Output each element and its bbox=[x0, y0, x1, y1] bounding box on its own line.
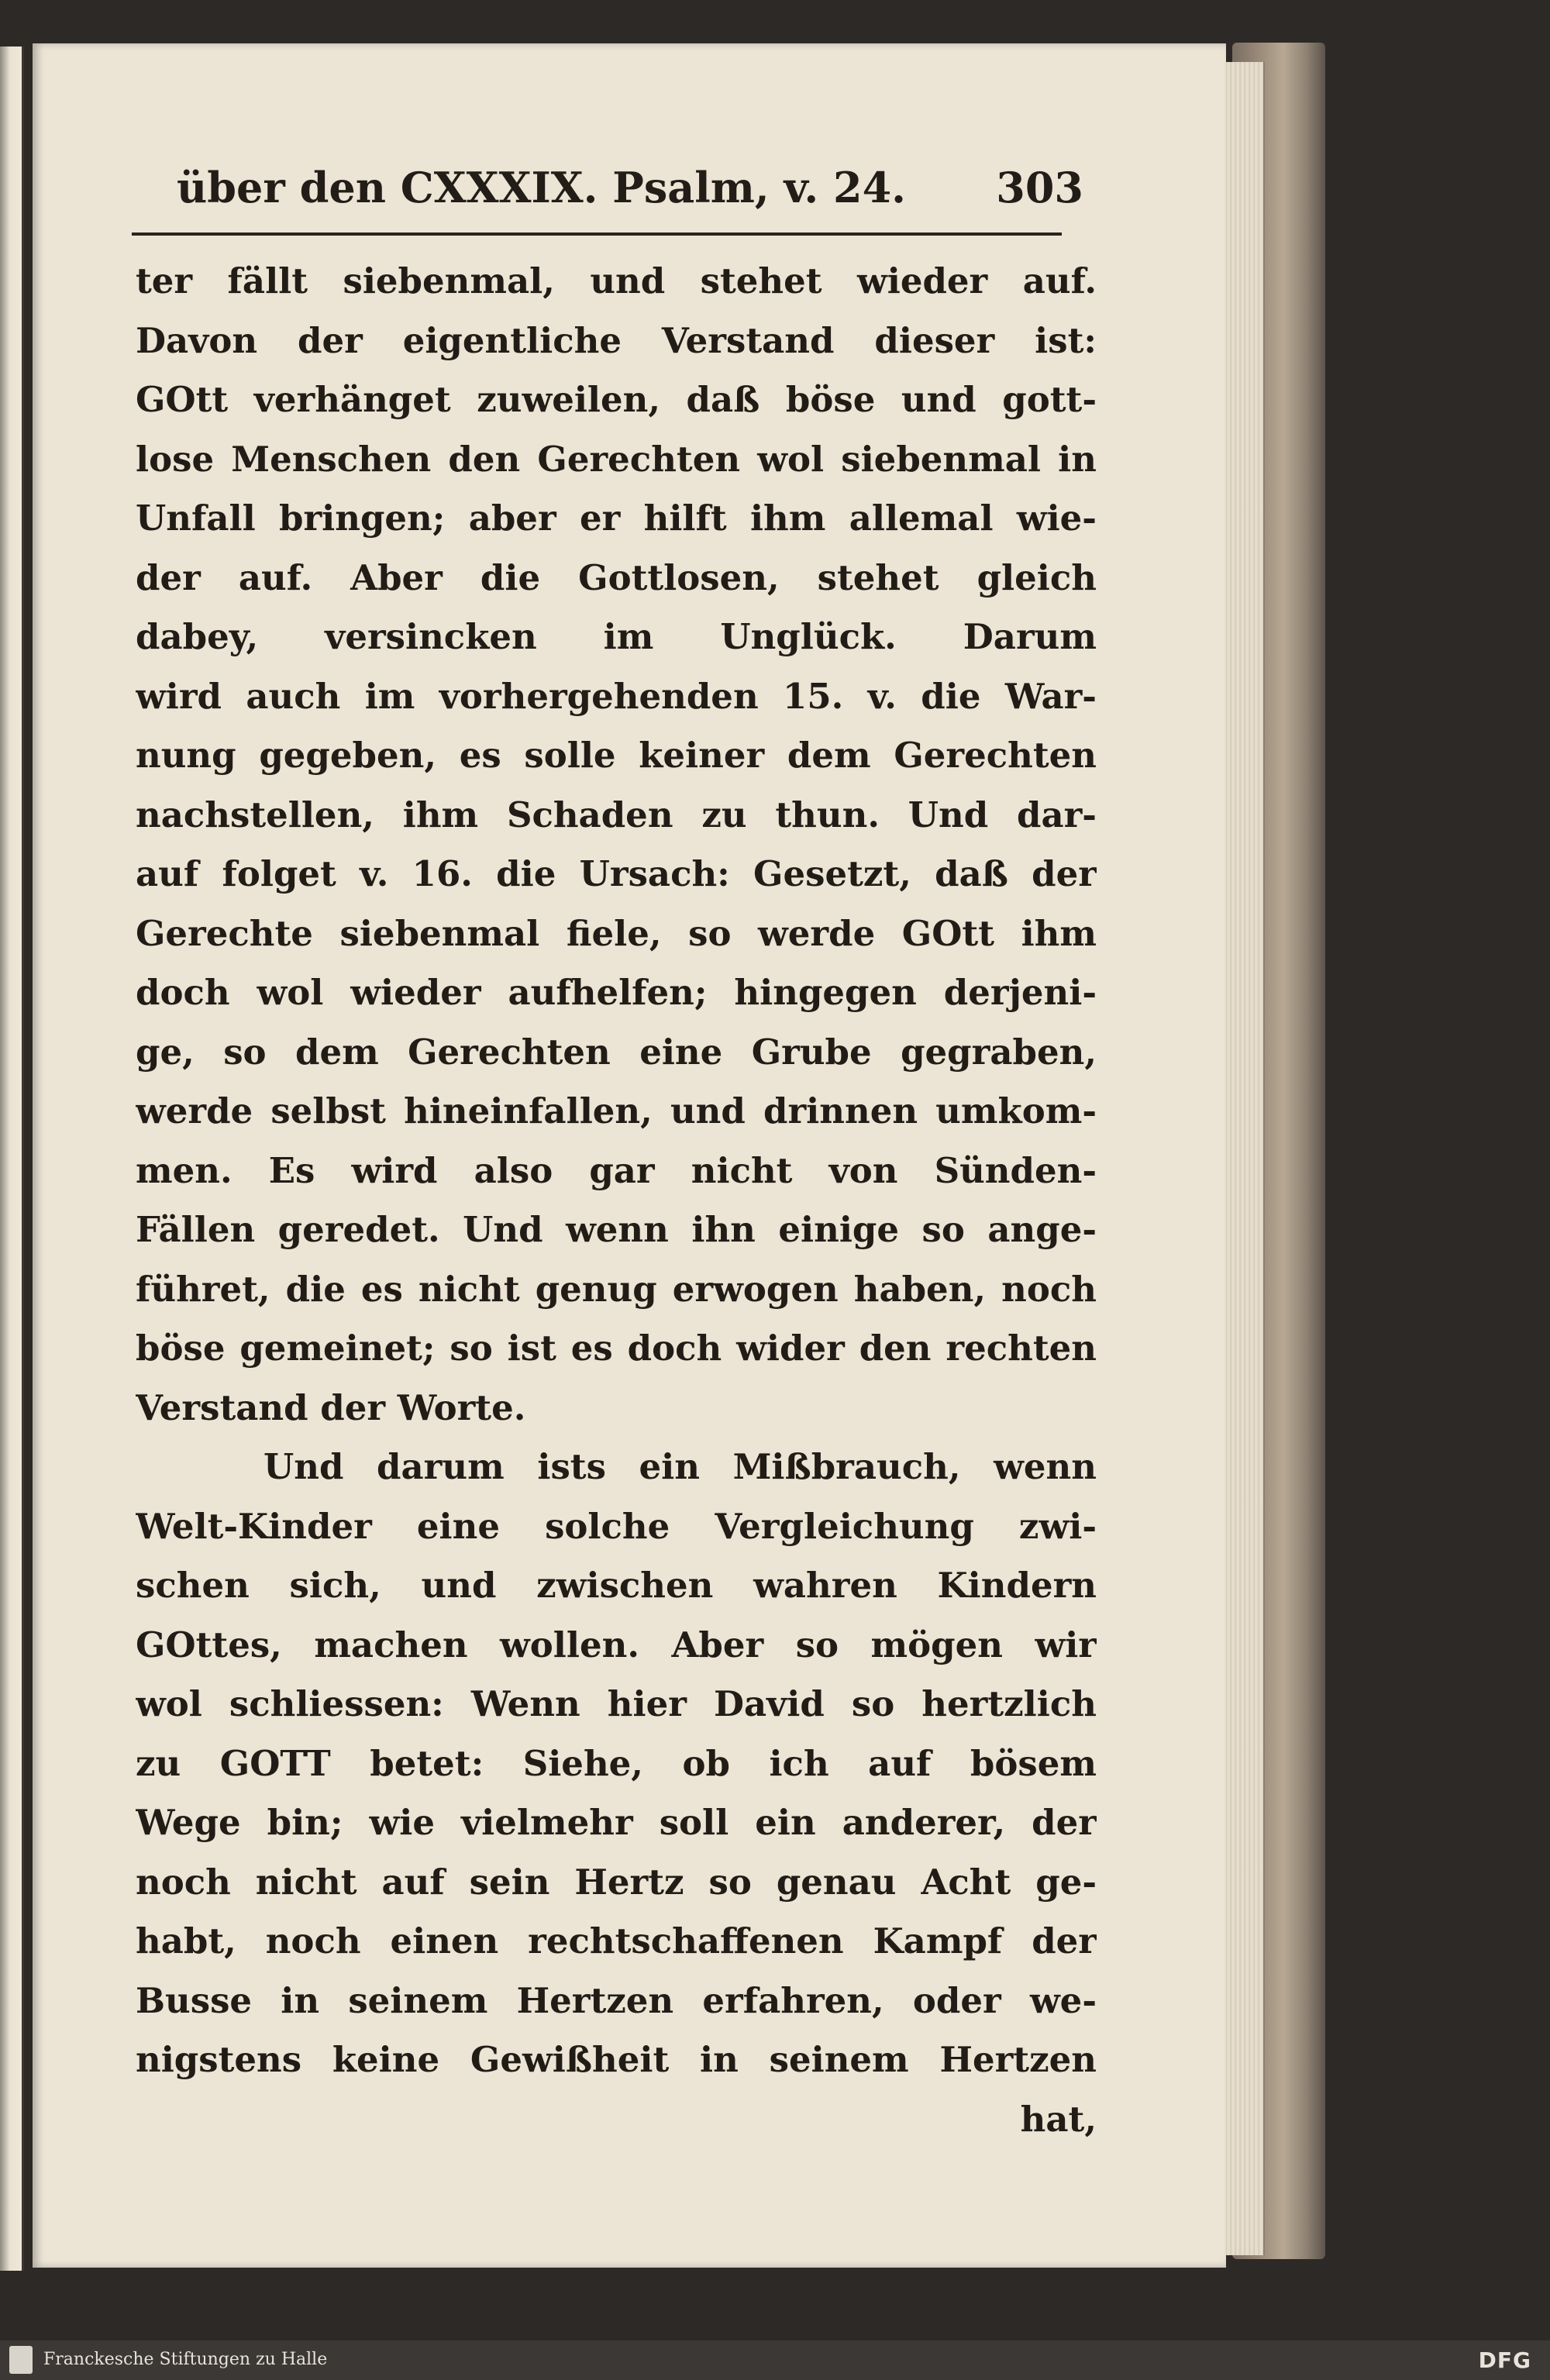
left-page-edge bbox=[0, 46, 24, 2271]
text-line: wol schliessen: Wenn hier David so hertzlich bbox=[136, 1683, 1097, 1724]
text-line: ge, so dem Gerechten eine Grube gegraben, bbox=[136, 1031, 1097, 1073]
footer-institution: Franckesche Stiftungen zu Halle bbox=[43, 2350, 328, 2369]
text-line: Gerechte siebenmal fiele, so werde GOtt ihm bbox=[136, 912, 1097, 954]
catchword: hat, bbox=[1020, 2098, 1097, 2140]
dfg-logo: DFG bbox=[1478, 2347, 1531, 2373]
text-line: böse gemeinet; so ist es doch wider den rechten bbox=[136, 1328, 1097, 1369]
text-line: doch wol wieder aufhelfen; hingegen derjeni- bbox=[136, 972, 1097, 1013]
text-line: Unfall bringen; aber er hilft ihm allemal wie- bbox=[136, 498, 1097, 539]
text-line: nigstens keine Gewißheit in seinem Hertzen bbox=[136, 2039, 1097, 2080]
text-line: Fällen geredet. Und wenn ihn einige so ange- bbox=[136, 1209, 1097, 1250]
header-rule bbox=[132, 232, 1062, 236]
text-line: nung gegeben, es solle keiner dem Gerechten bbox=[136, 735, 1097, 776]
header-title: über den CXXXIX. Psalm, v. 24. bbox=[177, 163, 906, 212]
text-line: Welt-Kinder eine solche Vergleichung zwi- bbox=[136, 1505, 1097, 1547]
text-line: auf folget v. 16. die Ursach: Gesetzt, daß der bbox=[136, 853, 1097, 894]
text-line: GOtt verhänget zuweilen, daß böse und gott- bbox=[136, 379, 1097, 420]
text-line: wird auch im vorhergehenden 15. v. die War- bbox=[136, 675, 1097, 717]
text-line: dabey, versincken im Unglück. Darum bbox=[136, 616, 1097, 657]
text-line: GOttes, machen wollen. Aber so mögen wir bbox=[136, 1624, 1097, 1665]
body-text bbox=[136, 252, 1097, 2149]
text-line: werde selbst hineinfallen, und drinnen umkom- bbox=[136, 1090, 1097, 1131]
text-line: noch nicht auf sein Hertz so genau Acht ge- bbox=[136, 1861, 1097, 1903]
text-line: habt, noch einen rechtschaffenen Kampf der bbox=[136, 1920, 1097, 1962]
text-line: zu GOTT betet: Siehe, ob ich auf bösem bbox=[136, 1742, 1097, 1784]
text-line: Und darum ists ein Mißbrauch, wenn bbox=[264, 1446, 1097, 1487]
footer-bar bbox=[0, 2340, 1550, 2380]
text-line: Busse in seinem Hertzen erfahren, oder we- bbox=[136, 1979, 1097, 2021]
page-number: 303 bbox=[996, 163, 1083, 212]
running-header bbox=[177, 163, 1083, 225]
text-line: ter fällt siebenmal, und stehet wieder auf. bbox=[136, 260, 1097, 301]
text-line: nachstellen, ihm Schaden zu thun. Und dar- bbox=[136, 794, 1097, 835]
institution-logo-icon bbox=[9, 2346, 33, 2374]
text-line: Davon der eigentliche Verstand dieser ist: bbox=[136, 319, 1097, 361]
text-line: schen sich, und zwischen wahren Kindern bbox=[136, 1565, 1097, 1606]
text-line: Wege bin; wie vielmehr soll ein anderer, der bbox=[136, 1802, 1097, 1843]
text-line: men. Es wird also gar nicht von Sünden- bbox=[136, 1149, 1097, 1191]
text-line: der auf. Aber die Gottlosen, stehet gleich bbox=[136, 556, 1097, 598]
text-line: führet, die es nicht genug erwogen haben, noch bbox=[136, 1268, 1097, 1310]
text-line: Verstand der Worte. bbox=[136, 1386, 526, 1428]
text-line: lose Menschen den Gerechten wol siebenmal in bbox=[136, 438, 1097, 480]
